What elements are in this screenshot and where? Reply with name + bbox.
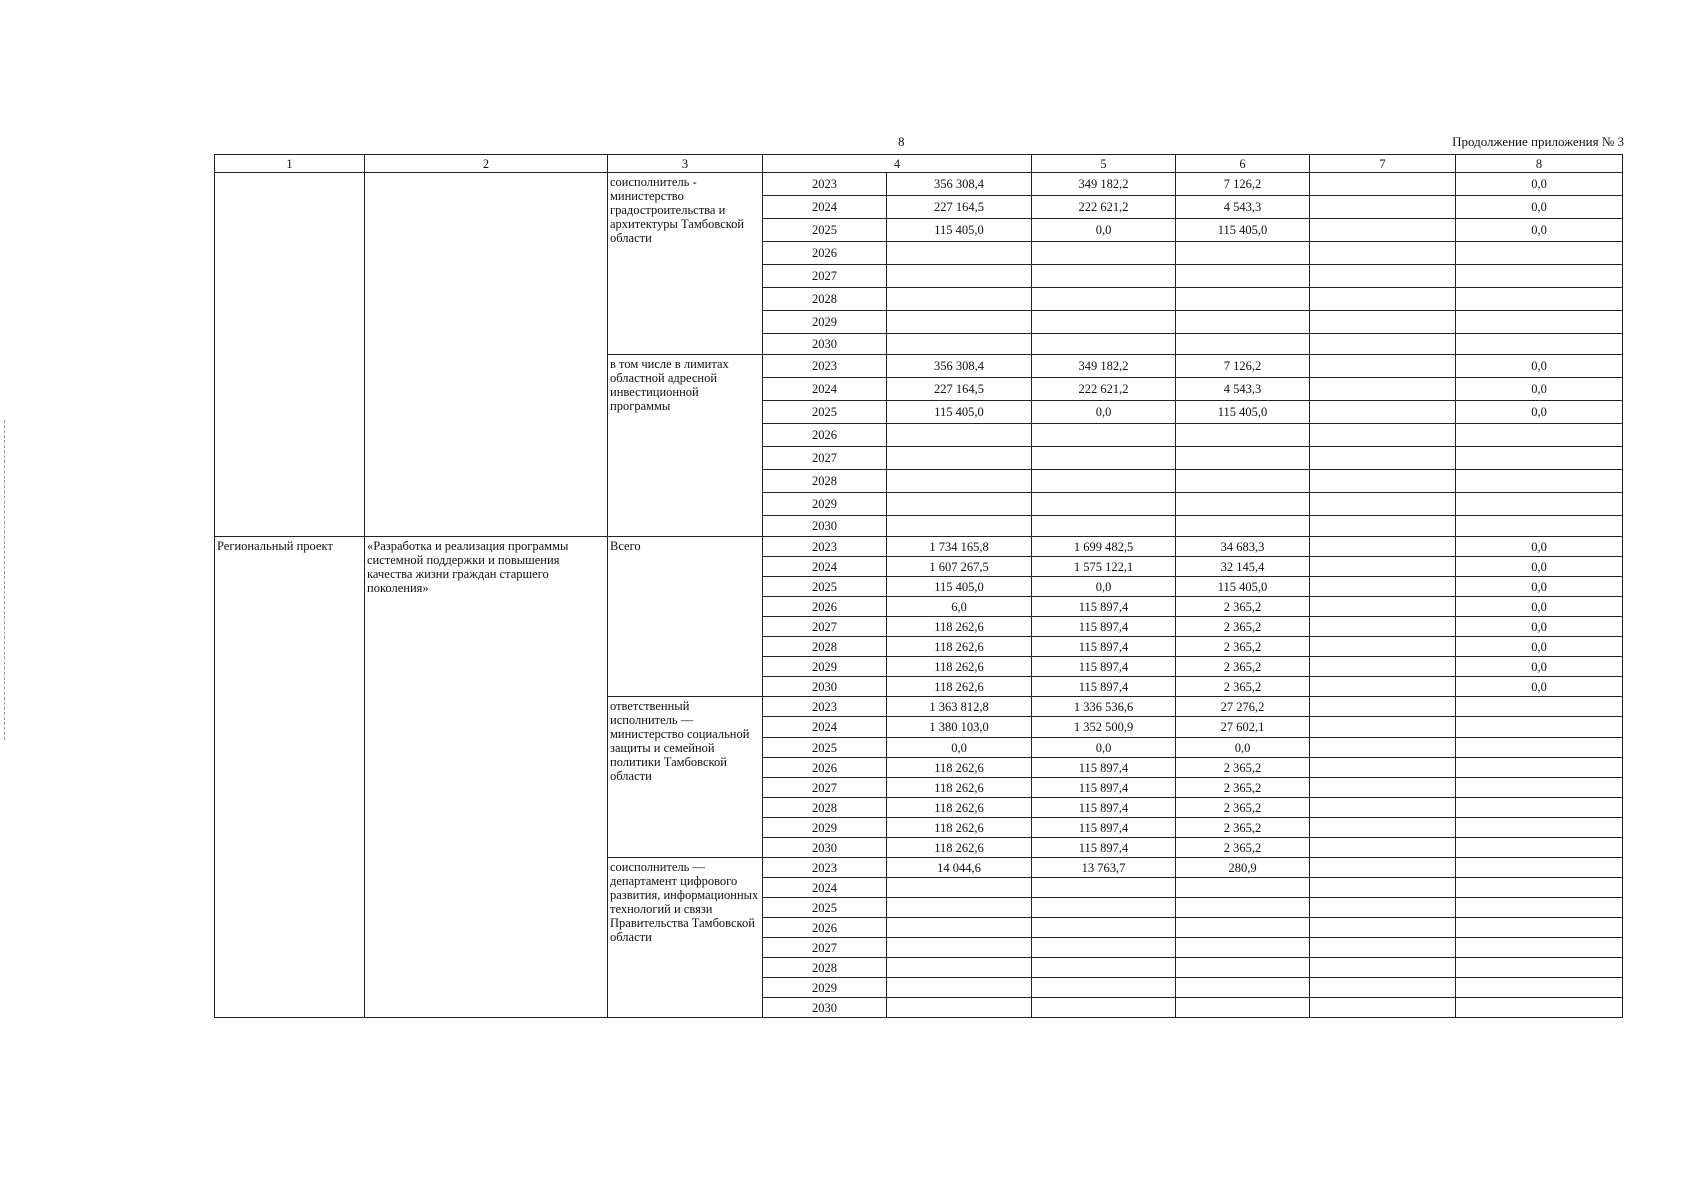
value-cell-c5 [1032, 493, 1176, 516]
value-cell-c6: 115 405,0 [1176, 401, 1310, 424]
value-cell-c8 [1456, 288, 1623, 311]
value-cell-c7 [1310, 196, 1456, 219]
value-cell-c4 [887, 898, 1032, 918]
value-cell-c8: 0,0 [1456, 657, 1623, 677]
year-cell: 2027 [763, 938, 887, 958]
value-cell-c4: 1 607 267,5 [887, 557, 1032, 577]
value-cell-c6: 115 405,0 [1176, 577, 1310, 597]
year-cell: 2023 [763, 858, 887, 878]
value-cell-c6 [1176, 898, 1310, 918]
value-cell-c6 [1176, 516, 1310, 537]
value-cell-c5 [1032, 878, 1176, 898]
value-cell-c5: 1 699 482,5 [1032, 537, 1176, 557]
value-cell-c6 [1176, 978, 1310, 998]
value-cell-c6 [1176, 493, 1310, 516]
value-cell-c4: 118 262,6 [887, 758, 1032, 778]
value-cell-c7 [1310, 447, 1456, 470]
value-cell-c4 [887, 447, 1032, 470]
value-cell-c5: 115 897,4 [1032, 657, 1176, 677]
value-cell-c5: 115 897,4 [1032, 677, 1176, 697]
year-cell: 2030 [763, 998, 887, 1018]
year-cell: 2024 [763, 196, 887, 219]
value-cell-c7 [1310, 424, 1456, 447]
value-cell-c4 [887, 493, 1032, 516]
table-row [215, 173, 1623, 196]
value-cell-c7 [1310, 334, 1456, 355]
year-cell: 2025 [763, 219, 887, 242]
value-cell-c5: 115 897,4 [1032, 818, 1176, 838]
value-cell-c5 [1032, 958, 1176, 978]
value-cell-c4 [887, 265, 1032, 288]
value-cell-c4 [887, 516, 1032, 537]
value-cell-c7 [1310, 637, 1456, 657]
value-cell-c6: 7 126,2 [1176, 355, 1310, 378]
value-cell-c4: 118 262,6 [887, 677, 1032, 697]
column-number: 4 [763, 155, 1032, 173]
column-number: 5 [1032, 155, 1176, 173]
value-cell-c5: 115 897,4 [1032, 597, 1176, 617]
value-cell-c5: 222 621,2 [1032, 196, 1176, 219]
value-cell-c6: 280,9 [1176, 858, 1310, 878]
value-cell-c6: 2 365,2 [1176, 677, 1310, 697]
year-cell: 2029 [763, 493, 887, 516]
value-cell-c4: 14 044,6 [887, 858, 1032, 878]
value-cell-c4: 227 164,5 [887, 196, 1032, 219]
value-cell-c6: 4 543,3 [1176, 378, 1310, 401]
value-cell-c5: 0,0 [1032, 577, 1176, 597]
value-cell-c5: 349 182,2 [1032, 173, 1176, 196]
year-cell: 2023 [763, 355, 887, 378]
value-cell-c4: 1 380 103,0 [887, 717, 1032, 738]
value-cell-c6: 2 365,2 [1176, 798, 1310, 818]
value-cell-c4: 115 405,0 [887, 219, 1032, 242]
value-cell-c4 [887, 242, 1032, 265]
value-cell-c8: 0,0 [1456, 597, 1623, 617]
value-cell-c4 [887, 998, 1032, 1018]
year-cell: 2026 [763, 597, 887, 617]
value-cell-c7 [1310, 557, 1456, 577]
value-cell-c6: 2 365,2 [1176, 838, 1310, 858]
value-cell-c6: 2 365,2 [1176, 818, 1310, 838]
value-cell-c7 [1310, 838, 1456, 858]
value-cell-c8 [1456, 938, 1623, 958]
column-number-row [215, 155, 1623, 173]
budget-table [214, 154, 1623, 1018]
column-number: 1 [215, 155, 365, 173]
year-cell: 2029 [763, 657, 887, 677]
value-cell-c5 [1032, 898, 1176, 918]
value-cell-c6 [1176, 878, 1310, 898]
value-cell-c7 [1310, 577, 1456, 597]
year-cell: 2029 [763, 818, 887, 838]
value-cell-c5: 115 897,4 [1032, 838, 1176, 858]
value-cell-c6: 34 683,3 [1176, 537, 1310, 557]
value-cell-c5: 13 763,7 [1032, 858, 1176, 878]
value-cell-c7 [1310, 938, 1456, 958]
column-number: 7 [1310, 155, 1456, 173]
value-cell-c8 [1456, 798, 1623, 818]
executor-cell: ответственный исполнитель — министерство социальной защиты и семейной политики Тамбовской области [608, 697, 763, 858]
value-cell-c5: 115 897,4 [1032, 778, 1176, 798]
value-cell-c7 [1310, 858, 1456, 878]
value-cell-c5: 0,0 [1032, 738, 1176, 758]
year-cell: 2024 [763, 557, 887, 577]
value-cell-c4 [887, 938, 1032, 958]
value-cell-c8 [1456, 878, 1623, 898]
value-cell-c8 [1456, 311, 1623, 334]
executor-cell: соисполнитель - министерство градостроительства и архитектуры Тамбовской области [608, 173, 763, 355]
value-cell-c8: 0,0 [1456, 196, 1623, 219]
year-cell: 2026 [763, 918, 887, 938]
value-cell-c8: 0,0 [1456, 173, 1623, 196]
value-cell-c6 [1176, 958, 1310, 978]
value-cell-c4: 115 405,0 [887, 577, 1032, 597]
year-cell: 2024 [763, 378, 887, 401]
value-cell-c4 [887, 918, 1032, 938]
value-cell-c7 [1310, 288, 1456, 311]
value-cell-c8 [1456, 898, 1623, 918]
value-cell-c7 [1310, 697, 1456, 717]
value-cell-c8 [1456, 858, 1623, 878]
value-cell-c7 [1310, 958, 1456, 978]
value-cell-c8: 0,0 [1456, 617, 1623, 637]
value-cell-c8: 0,0 [1456, 577, 1623, 597]
value-cell-c4: 118 262,6 [887, 818, 1032, 838]
value-cell-c8: 0,0 [1456, 401, 1623, 424]
value-cell-c4: 227 164,5 [887, 378, 1032, 401]
year-cell: 2029 [763, 978, 887, 998]
value-cell-c5: 1 352 500,9 [1032, 717, 1176, 738]
continuation-label: Продолжение приложения № 3 [1452, 134, 1624, 149]
value-cell-c6 [1176, 311, 1310, 334]
value-cell-c7 [1310, 978, 1456, 998]
value-cell-c5 [1032, 998, 1176, 1018]
value-cell-c5 [1032, 424, 1176, 447]
value-cell-c5 [1032, 447, 1176, 470]
value-cell-c4: 1 734 165,8 [887, 537, 1032, 557]
value-cell-c7 [1310, 516, 1456, 537]
value-cell-c6 [1176, 938, 1310, 958]
year-cell: 2028 [763, 288, 887, 311]
value-cell-c7 [1310, 617, 1456, 637]
value-cell-c7 [1310, 401, 1456, 424]
project-type-cell [215, 173, 365, 537]
year-cell: 2029 [763, 311, 887, 334]
year-cell: 2027 [763, 778, 887, 798]
value-cell-c7 [1310, 173, 1456, 196]
year-cell: 2028 [763, 958, 887, 978]
value-cell-c8 [1456, 447, 1623, 470]
value-cell-c6 [1176, 424, 1310, 447]
year-cell: 2023 [763, 537, 887, 557]
year-cell: 2027 [763, 447, 887, 470]
value-cell-c8 [1456, 470, 1623, 493]
value-cell-c8 [1456, 424, 1623, 447]
value-cell-c5: 222 621,2 [1032, 378, 1176, 401]
value-cell-c8 [1456, 818, 1623, 838]
value-cell-c4: 6,0 [887, 597, 1032, 617]
year-cell: 2028 [763, 637, 887, 657]
year-cell: 2030 [763, 677, 887, 697]
executor-cell: Всего [608, 537, 763, 697]
value-cell-c7 [1310, 493, 1456, 516]
value-cell-c6: 2 365,2 [1176, 597, 1310, 617]
value-cell-c8: 0,0 [1456, 637, 1623, 657]
value-cell-c6: 4 543,3 [1176, 196, 1310, 219]
value-cell-c6 [1176, 288, 1310, 311]
value-cell-c6 [1176, 265, 1310, 288]
value-cell-c8 [1456, 516, 1623, 537]
value-cell-c6: 0,0 [1176, 738, 1310, 758]
value-cell-c7 [1310, 677, 1456, 697]
value-cell-c4 [887, 334, 1032, 355]
value-cell-c7 [1310, 597, 1456, 617]
value-cell-c5: 1 575 122,1 [1032, 557, 1176, 577]
value-cell-c5 [1032, 288, 1176, 311]
year-cell: 2024 [763, 878, 887, 898]
value-cell-c6 [1176, 334, 1310, 355]
column-number: 2 [365, 155, 608, 173]
value-cell-c5 [1032, 334, 1176, 355]
value-cell-c7 [1310, 378, 1456, 401]
executor-cell: соисполнитель — департамент цифрового развития, информационных технологий и связи Правительства Тамбовской области [608, 858, 763, 1018]
value-cell-c6: 2 365,2 [1176, 617, 1310, 637]
year-cell: 2024 [763, 717, 887, 738]
value-cell-c5: 349 182,2 [1032, 355, 1176, 378]
value-cell-c5 [1032, 918, 1176, 938]
value-cell-c4: 0,0 [887, 738, 1032, 758]
value-cell-c6 [1176, 918, 1310, 938]
year-cell: 2028 [763, 798, 887, 818]
value-cell-c7 [1310, 311, 1456, 334]
value-cell-c8: 0,0 [1456, 537, 1623, 557]
value-cell-c6 [1176, 242, 1310, 265]
column-number: 3 [608, 155, 763, 173]
value-cell-c5 [1032, 311, 1176, 334]
value-cell-c8 [1456, 918, 1623, 938]
value-cell-c8 [1456, 242, 1623, 265]
scan-edge-marks [4, 420, 6, 740]
value-cell-c7 [1310, 219, 1456, 242]
year-cell: 2025 [763, 401, 887, 424]
value-cell-c5 [1032, 470, 1176, 493]
value-cell-c4: 118 262,6 [887, 617, 1032, 637]
value-cell-c5: 115 897,4 [1032, 617, 1176, 637]
table-row [215, 537, 1623, 557]
project-type-cell: Региональный проект [215, 537, 365, 1018]
value-cell-c4 [887, 424, 1032, 447]
value-cell-c4 [887, 878, 1032, 898]
value-cell-c6: 27 602,1 [1176, 717, 1310, 738]
year-cell: 2023 [763, 697, 887, 717]
value-cell-c4: 118 262,6 [887, 637, 1032, 657]
value-cell-c8 [1456, 738, 1623, 758]
year-cell: 2025 [763, 898, 887, 918]
year-cell: 2025 [763, 738, 887, 758]
year-cell: 2027 [763, 265, 887, 288]
value-cell-c5: 0,0 [1032, 401, 1176, 424]
value-cell-c7 [1310, 738, 1456, 758]
value-cell-c8 [1456, 697, 1623, 717]
year-cell: 2030 [763, 838, 887, 858]
value-cell-c5: 0,0 [1032, 219, 1176, 242]
column-number: 8 [1456, 155, 1623, 173]
year-cell: 2026 [763, 758, 887, 778]
value-cell-c6: 2 365,2 [1176, 637, 1310, 657]
value-cell-c4 [887, 978, 1032, 998]
value-cell-c6 [1176, 470, 1310, 493]
value-cell-c7 [1310, 878, 1456, 898]
value-cell-c4 [887, 958, 1032, 978]
value-cell-c7 [1310, 265, 1456, 288]
year-cell: 2030 [763, 334, 887, 355]
value-cell-c5 [1032, 516, 1176, 537]
value-cell-c7 [1310, 657, 1456, 677]
value-cell-c4 [887, 470, 1032, 493]
value-cell-c6: 115 405,0 [1176, 219, 1310, 242]
value-cell-c4: 118 262,6 [887, 798, 1032, 818]
value-cell-c6 [1176, 998, 1310, 1018]
value-cell-c5 [1032, 242, 1176, 265]
value-cell-c6: 2 365,2 [1176, 778, 1310, 798]
value-cell-c8: 0,0 [1456, 355, 1623, 378]
value-cell-c5 [1032, 978, 1176, 998]
value-cell-c7 [1310, 778, 1456, 798]
year-cell: 2025 [763, 577, 887, 597]
value-cell-c7 [1310, 918, 1456, 938]
value-cell-c5 [1032, 265, 1176, 288]
value-cell-c4: 118 262,6 [887, 657, 1032, 677]
value-cell-c4: 356 308,4 [887, 355, 1032, 378]
value-cell-c7 [1310, 470, 1456, 493]
value-cell-c8 [1456, 758, 1623, 778]
value-cell-c5: 115 897,4 [1032, 758, 1176, 778]
value-cell-c8: 0,0 [1456, 557, 1623, 577]
value-cell-c6: 32 145,4 [1176, 557, 1310, 577]
value-cell-c7 [1310, 758, 1456, 778]
value-cell-c8 [1456, 717, 1623, 738]
executor-cell: в том числе в лимитах областной адресной инвестиционной программы [608, 355, 763, 537]
page-number: 8 [898, 134, 905, 149]
value-cell-c8: 0,0 [1456, 677, 1623, 697]
value-cell-c5 [1032, 938, 1176, 958]
value-cell-c5: 1 336 536,6 [1032, 697, 1176, 717]
value-cell-c4 [887, 288, 1032, 311]
value-cell-c4 [887, 311, 1032, 334]
value-cell-c8: 0,0 [1456, 378, 1623, 401]
value-cell-c6: 7 126,2 [1176, 173, 1310, 196]
value-cell-c6: 2 365,2 [1176, 758, 1310, 778]
value-cell-c7 [1310, 798, 1456, 818]
year-cell: 2027 [763, 617, 887, 637]
value-cell-c8 [1456, 778, 1623, 798]
value-cell-c4: 118 262,6 [887, 778, 1032, 798]
value-cell-c8 [1456, 493, 1623, 516]
value-cell-c8 [1456, 838, 1623, 858]
value-cell-c7 [1310, 998, 1456, 1018]
value-cell-c4: 1 363 812,8 [887, 697, 1032, 717]
value-cell-c6 [1176, 447, 1310, 470]
year-cell: 2026 [763, 242, 887, 265]
year-cell: 2026 [763, 424, 887, 447]
value-cell-c8 [1456, 978, 1623, 998]
value-cell-c6: 2 365,2 [1176, 657, 1310, 677]
value-cell-c7 [1310, 355, 1456, 378]
value-cell-c4: 118 262,6 [887, 838, 1032, 858]
value-cell-c7 [1310, 898, 1456, 918]
value-cell-c6: 27 276,2 [1176, 697, 1310, 717]
value-cell-c4: 115 405,0 [887, 401, 1032, 424]
value-cell-c8 [1456, 265, 1623, 288]
value-cell-c8 [1456, 334, 1623, 355]
year-cell: 2023 [763, 173, 887, 196]
value-cell-c5: 115 897,4 [1032, 637, 1176, 657]
value-cell-c7 [1310, 818, 1456, 838]
project-name-cell: «Разработка и реализация программы системной поддержки и повышения качества жизни граждан старшего поколения» [365, 537, 608, 1018]
value-cell-c8 [1456, 958, 1623, 978]
value-cell-c7 [1310, 242, 1456, 265]
value-cell-c7 [1310, 537, 1456, 557]
value-cell-c7 [1310, 717, 1456, 738]
value-cell-c8: 0,0 [1456, 219, 1623, 242]
value-cell-c8 [1456, 998, 1623, 1018]
year-cell: 2028 [763, 470, 887, 493]
value-cell-c5: 115 897,4 [1032, 798, 1176, 818]
value-cell-c4: 356 308,4 [887, 173, 1032, 196]
year-cell: 2030 [763, 516, 887, 537]
column-number: 6 [1176, 155, 1310, 173]
project-name-cell [365, 173, 608, 537]
